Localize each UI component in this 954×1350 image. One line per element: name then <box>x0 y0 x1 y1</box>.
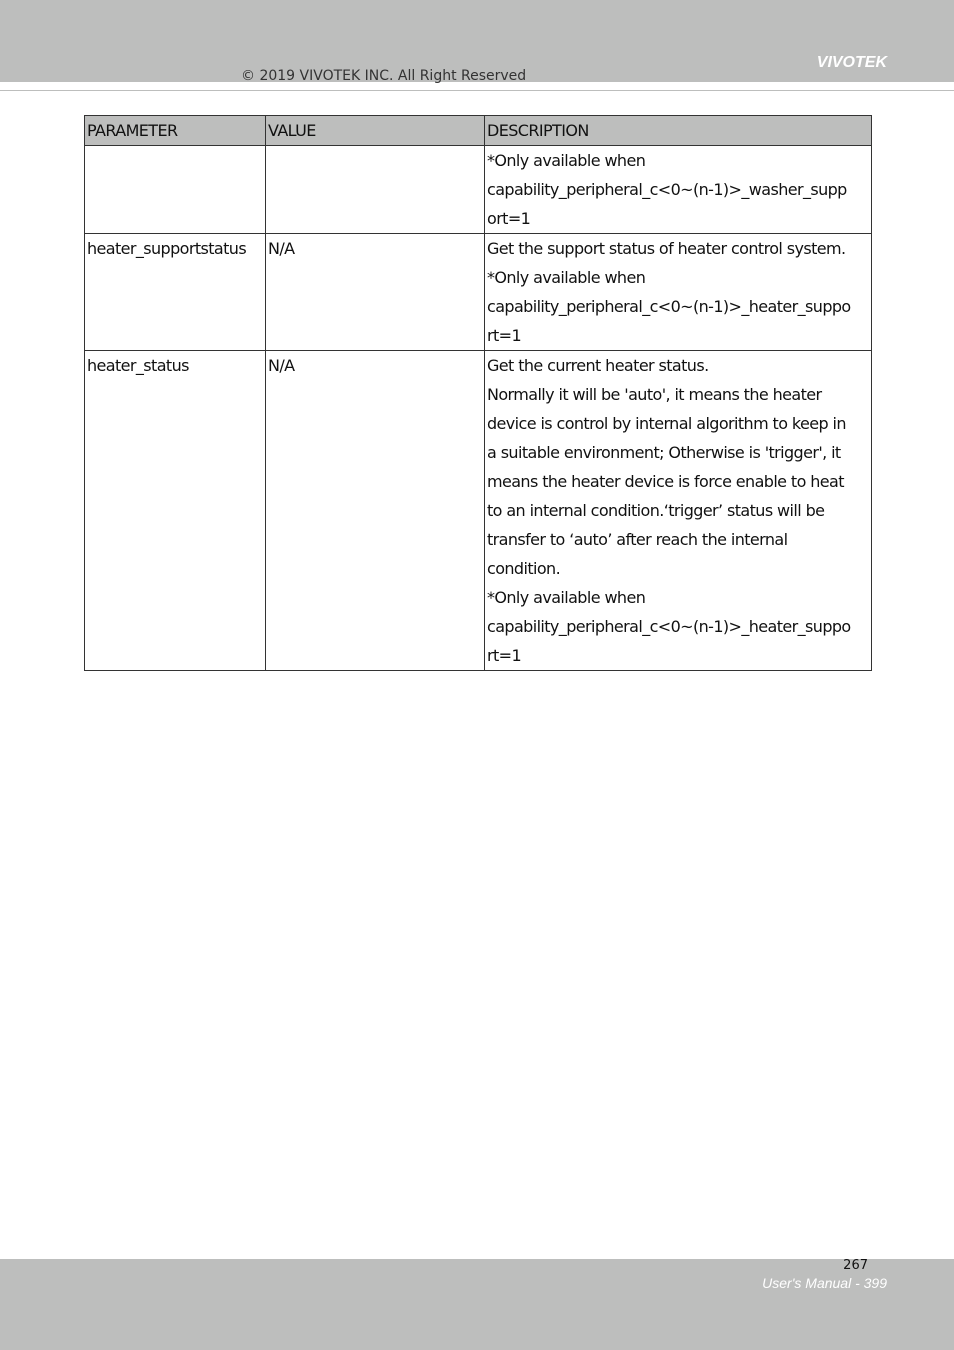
description-line: a suitable environment; Otherwise is 'trigger', it <box>487 443 841 462</box>
parameter-cell: heater_status <box>85 351 266 671</box>
footer-band <box>0 1259 954 1350</box>
value-cell: N/A <box>266 351 485 671</box>
parameter-table <box>84 115 872 671</box>
parameter-cell <box>85 146 266 234</box>
manual-page-label: User's Manual - 399 <box>762 1275 887 1291</box>
description-line: rt=1 <box>487 646 522 665</box>
description-line: means the heater device is force enable to heat <box>487 472 844 491</box>
value-cell: N/A <box>266 234 485 351</box>
column-header-description: DESCRIPTION <box>485 116 872 146</box>
table-header-row <box>85 116 872 146</box>
description-line: Get the current heater status. <box>487 356 709 375</box>
description-line: transfer to ‘auto’ after reach the internal <box>487 530 788 549</box>
table-row <box>85 351 872 671</box>
column-header-value: VALUE <box>266 116 485 146</box>
description-line: ort=1 <box>487 209 531 228</box>
description-line: Get the support status of heater control system. <box>487 239 846 258</box>
description-line: capability_peripheral_c<0~(n-1)>_washer_supp <box>487 180 847 199</box>
header-divider <box>0 90 954 91</box>
description-line: condition. <box>487 559 561 578</box>
description-line: to an internal condition.‘trigger’ status will be <box>487 501 825 520</box>
brand-logo-text: VIVOTEK <box>816 54 887 71</box>
parameter-cell: heater_supportstatus <box>85 234 266 351</box>
table-row <box>85 234 872 351</box>
description-line: capability_peripheral_c<0~(n-1)>_heater_suppo <box>487 297 851 316</box>
description-line: Normally it will be 'auto', it means the heater <box>487 385 822 404</box>
table-row <box>85 146 872 234</box>
description-line: rt=1 <box>487 326 522 345</box>
description-cell <box>485 146 872 234</box>
description-line: capability_peripheral_c<0~(n-1)>_heater_suppo <box>487 617 851 636</box>
description-line: *Only available when <box>487 151 646 170</box>
value-cell <box>266 146 485 234</box>
description-line: *Only available when <box>487 588 646 607</box>
column-header-parameter: PARAMETER <box>85 116 266 146</box>
copyright-notice: © 2019 VIVOTEK INC. All Right Reserved <box>241 68 527 84</box>
description-line: device is control by internal algorithm to keep in <box>487 414 846 433</box>
page-number: 267 <box>843 1258 868 1273</box>
description-line: *Only available when <box>487 268 646 287</box>
description-cell <box>485 234 872 351</box>
description-cell <box>485 351 872 671</box>
